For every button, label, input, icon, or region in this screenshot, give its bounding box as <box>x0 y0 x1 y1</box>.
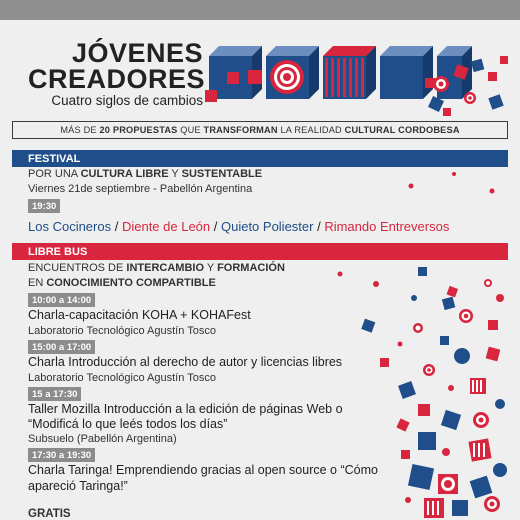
cube-graphic-4 <box>380 46 433 99</box>
event-title: Charla-capacitación KOHA + KOHAFest <box>28 308 251 322</box>
event-time-badge: 17:30 a 19:30 <box>28 448 95 462</box>
tagline-box <box>12 121 508 139</box>
subtitle: Cuatro siglos de cambios <box>51 93 203 108</box>
event-place: Laboratorio Tecnológico Agustín Tosco <box>28 325 216 337</box>
event-title: Taller Mozilla Introducción a la edición de páginas Web o <box>28 402 343 416</box>
festival-date: Viernes 21de septiembre - Pabellón Argentina <box>28 183 253 195</box>
event-time-badge: 10:00 a 14:00 <box>28 293 95 307</box>
band-name: Quieto Poliester <box>220 219 314 234</box>
event-time-badge: 15:00 a 17:00 <box>28 340 95 354</box>
title-line2: CREADORES <box>28 64 206 94</box>
event-place: Laboratorio Tecnológico Agustín Tosco <box>28 372 216 384</box>
event-title: Charla Taringa! Emprendiendo gracias al open source o “Cómo <box>28 463 378 477</box>
gratis-label: GRATIS <box>28 508 71 520</box>
header-title <box>28 38 206 109</box>
tagline-text: MÁS DE 20 PROPUESTAS QUE TRANSFORMAN LA REALIDAD CULTURAL CORDOBESA <box>60 125 460 135</box>
cube-graphic-3 <box>323 46 376 99</box>
top-bar <box>0 0 520 20</box>
event-title: Charla Introducción al derecho de autor y licencias libres <box>28 355 343 369</box>
cube-graphic-5 <box>437 46 472 99</box>
librebus-heading-line2: EN CONOCIMIENTO COMPARTIBLE <box>28 277 216 289</box>
event-title-cont: apareció Taringa!” <box>28 479 128 493</box>
title-line1: JÓVENES <box>71 38 203 68</box>
festival-band: FESTIVAL <box>12 150 508 167</box>
festival-heading: POR UNA CULTURA LIBRE Y SUSTENTABLE <box>28 168 263 180</box>
event-time-badge: 15 a 17:30 <box>28 387 81 401</box>
cube-graphic-2 <box>266 46 319 99</box>
event-place: Subsuelo (Pabellón Argentina) <box>28 433 177 445</box>
band-name: Los Cocineros <box>28 219 112 234</box>
librebus-band: LIBRE BUS <box>12 243 508 260</box>
band-name: Rimando Entreversos <box>324 219 450 234</box>
festival-time-badge: 19:30 <box>28 199 60 213</box>
band-name: Diente de León <box>121 219 211 234</box>
librebus-heading-line1: ENCUENTROS DE INTERCAMBIO Y FORMACIÓN <box>28 262 285 274</box>
cube-graphic-1 <box>205 46 262 102</box>
festival-lineup: Los Cocineros / Diente de León / Quieto Poliester / Rimando Entreversos <box>28 219 450 234</box>
event-title-cont: “Modificá lo que leés todos los días” <box>28 417 228 431</box>
